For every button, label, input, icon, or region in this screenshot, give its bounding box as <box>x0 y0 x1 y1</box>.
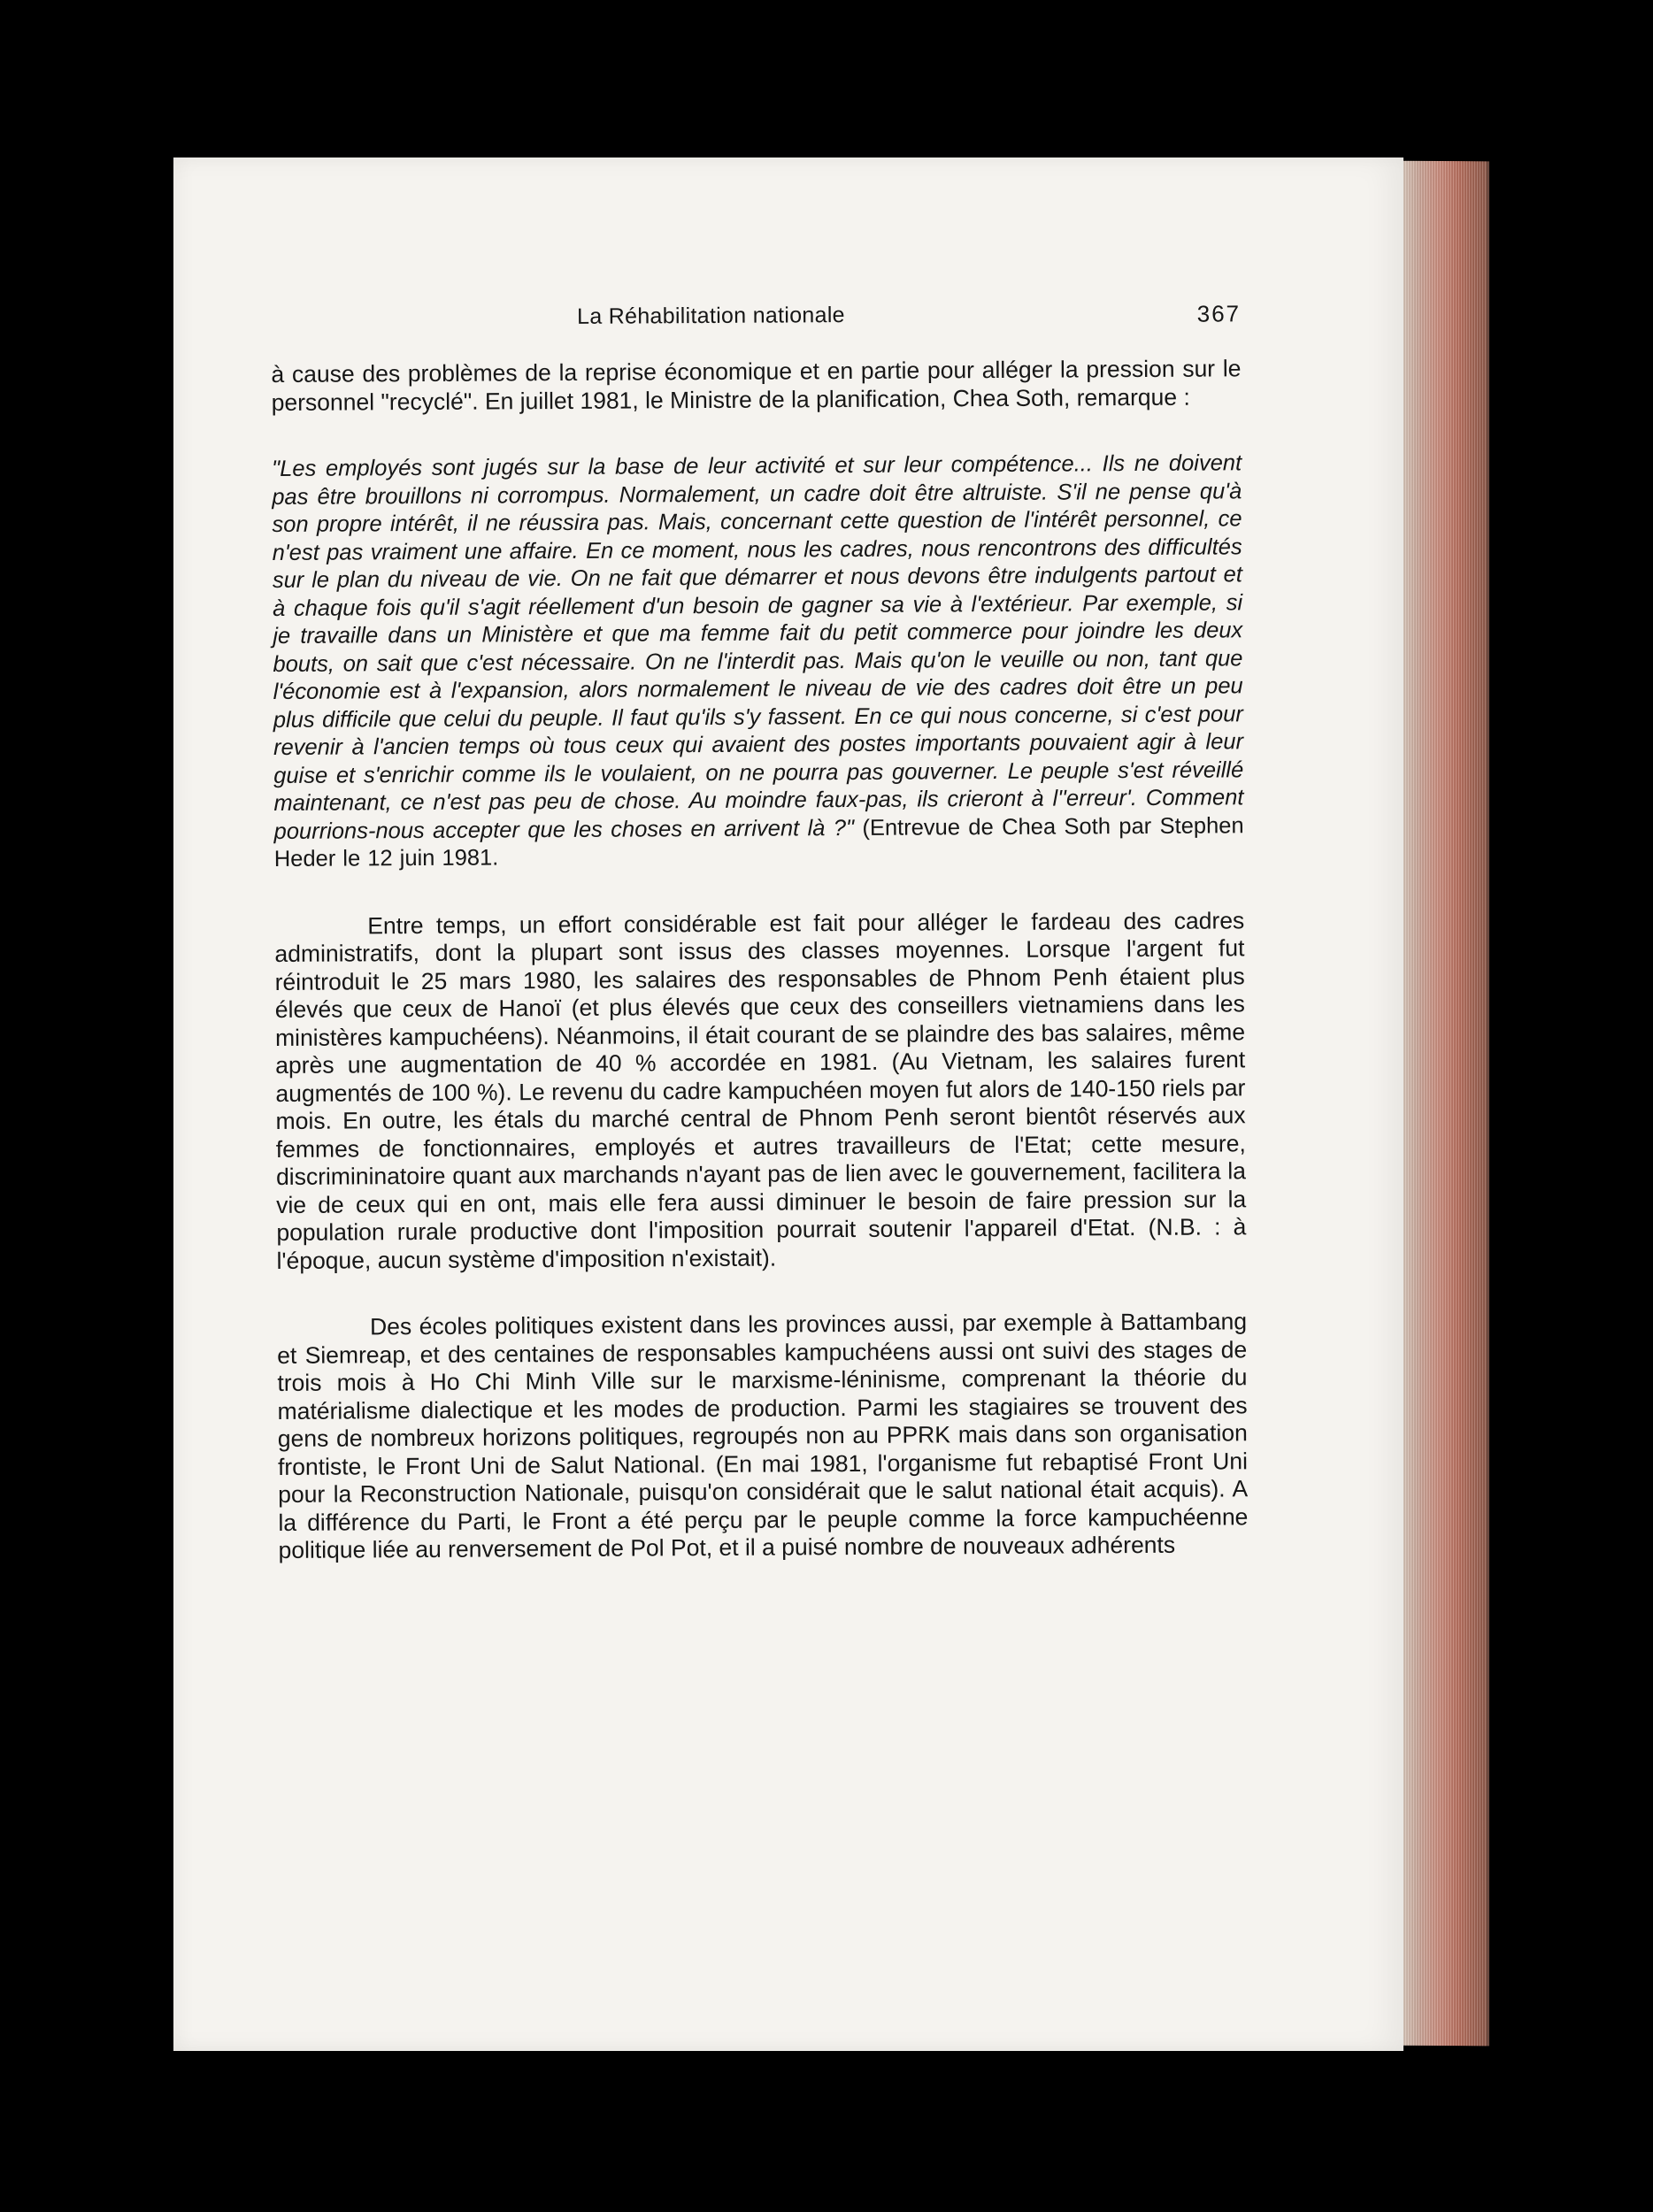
quote-block <box>272 449 1244 873</box>
paragraph-salaries: Entre temps, un effort considérable est fait pour alléger le fardeau des cadres administratifs, dont la plupart sont issus des classes moyennes. Lorsque l'argent fut réintroduit le 25 mars 1980, les salaires des responsables de Phnom Penh étaient plus élevés que ceux de Hanoï (et plus élevés que ceux des conseillers vietnamiens dans les ministères kampuchéens). Néanmoins, il était courant de se plaindre des bas salaires, même après une augmentation de 40 % accordée en 1981. (Au Vietnam, les salaires furent augmentés de 100 %). Le revenu du cadre kampuchéen moyen fut alors de 140-150 riels par mois. En outre, les étals du marché central de Phnom Penh seront bientôt réservés aux femmes de fonctionnaires, employés et autres travailleurs de l'Etat; cette mesure, discrimininatoire quant aux marchands n'ayant pas de lien avec le gouvernement, facilitera la vie de ceux qui en ont, mais elle fera aussi diminuer le besoin de faire pression sur la population rurale productive dont l'imposition pourrait soutenir l'appareil d'Etat. (N.B. : à l'époque, aucun système d'imposition n'existait). <box>274 906 1247 1274</box>
page-content <box>271 300 1249 1564</box>
running-head <box>271 300 1241 342</box>
book-page <box>173 157 1403 2051</box>
running-title: La Réhabilitation nationale <box>576 303 845 329</box>
quote-text: "Les employés sont jugés sur la base de leur activité et sur leur compétence... Ils ne doivent pas être brouillons ni corrompus. Normalement, un cadre doit être altruiste. S'il ne pense qu'à son propre intérêt, il ne réussira pas. Mais, concernant cette question de l'intérêt personnel, ce n'est pas vraiment une affaire. En ce moment, nous les cadres, nous rencontrons des difficultés sur le plan du niveau de vie. On ne fait que démarrer et nous devons être indulgents partout et à chaque fois qu'il s'agit réellement d'un besoin de gagner sa vie à l'extérieur. Par exemple, si je travaille dans un Ministère et que ma femme fait du petit commerce pour joindre les deux bouts, on sait que c'est nécessaire. On ne l'interdit pas. Mais qu'on le veuille ou non, tant que l'économie est à l'expansion, alors normalement le niveau de vie des cadres doit être un peu plus difficile que celui du peuple. Il faut qu'ils s'y fassent. En ce qui nous concerne, si c'est pour revenir à l'ancien temps où tous ceux qui avaient des postes importants pouvaient agir à leur guise et s'enrichir comme ils le voulaient, on ne pourra pas gouverner. Le peuple s'est réveillé maintenant, ce n'est pas peu de chose. Au moindre faux-pas, ils crieront à l''erreur'. Comment pourrions-nous accepter que les choses en arrivent là ?" <box>272 450 1244 844</box>
paragraph-political-schools: Des écoles politiques existent dans les provinces aussi, par exemple à Battambang et Siemreap, et des centaines de responsables kampuchéens aussi ont suivi des stages de trois mois à Ho Chi Minh Ville sur le marxisme-léninisme, comprenant la théorie du matérialisme dialectique et les modes de production. Parmi les stagiaires se trouvent des gens de nombreux horizons politiques, regroupés non au PPRK mais dans son organisation frontiste, le Front Uni de Salut National. (En mai 1981, l'organisme fut rebaptisé Front Uni pour la Reconstruction Nationale, puisqu'on considérait que le salut national était acquis). A la différence du Parti, le Front a été perçu par le peuple comme la force kampuchéenne politique liée au renversement de Pol Pot, et il a puisé nombre de nouveaux adhérents <box>277 1308 1249 1563</box>
paragraph-intro: à cause des problèmes de la reprise économique et en partie pour alléger la pression sur le personnel "recyclé". En juillet 1981, le Ministre de la planification, Chea Soth, remarque : <box>271 355 1242 416</box>
page-number: 367 <box>1196 300 1242 327</box>
quote-source: (Entrevue de Chea Soth par Stephen Heder le 12 juin 1981. <box>273 812 1244 872</box>
